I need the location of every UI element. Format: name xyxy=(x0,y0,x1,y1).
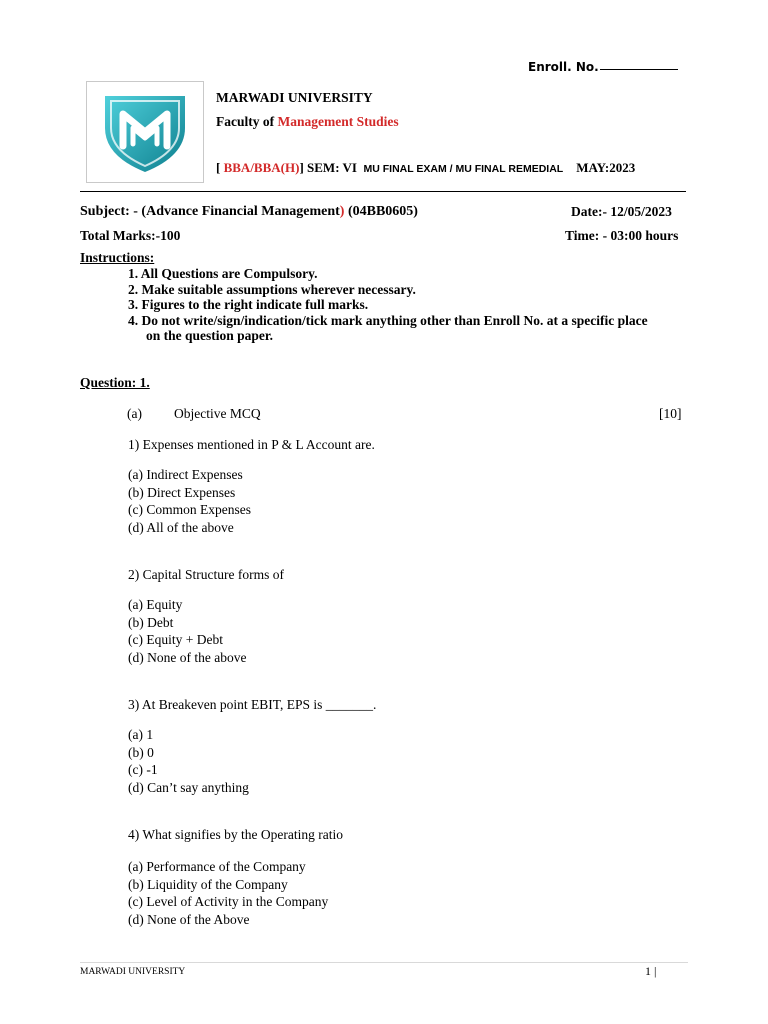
footer-university: MARWADI UNIVERSITY xyxy=(80,967,186,977)
shield-logo-icon xyxy=(99,88,191,176)
instruction-item-continued: on the question paper. xyxy=(146,328,274,344)
instruction-item: 4. Do not write/sign/indication/tick mark anything other than Enroll No. at a specific place xyxy=(128,312,648,328)
exam-time: Time: - 03:00 hours xyxy=(565,228,679,243)
header-divider xyxy=(80,191,686,192)
mcq-option: (a) Performance of the Company xyxy=(128,859,306,874)
mcq-option: (b) Debt xyxy=(128,614,174,630)
part-title: Objective MCQ xyxy=(174,406,261,421)
enroll-label: Enroll. No. xyxy=(528,60,599,74)
faculty-prefix: Faculty of xyxy=(216,114,275,129)
footer-divider xyxy=(80,962,688,963)
mcq-option: (d) None of the above xyxy=(128,650,247,666)
faculty-line xyxy=(216,114,399,130)
program-line xyxy=(216,160,635,176)
exam-session: MAY:2023 xyxy=(576,160,636,175)
program-name: BBA/BBA(H) xyxy=(223,160,300,175)
mcq-option: (d) All of the above xyxy=(128,520,234,536)
question-heading: Question: 1. xyxy=(80,375,150,390)
subject-name: Advance Financial Management xyxy=(146,204,340,219)
total-marks: Total Marks:-100 xyxy=(80,228,181,243)
program-bracket-open: [ xyxy=(216,160,221,175)
mcq-question: 4) What signifies by the Operating ratio xyxy=(128,827,343,842)
mcq-options xyxy=(128,596,246,667)
semester-value: VI xyxy=(342,160,357,175)
mcq-option: (b) Direct Expenses xyxy=(128,484,236,500)
subject-line xyxy=(80,204,418,220)
university-logo xyxy=(86,81,204,183)
mcq-option: (d) None of the Above xyxy=(128,912,250,928)
instructions-heading: Instructions: xyxy=(80,250,155,265)
mcq-options xyxy=(128,858,328,929)
mcq-option: (c) Common Expenses xyxy=(128,502,251,518)
enroll-number-field xyxy=(528,60,678,74)
mcq-option: (a) 1 xyxy=(128,727,154,742)
instruction-item: 3. Figures to the right indicate full marks. xyxy=(128,297,369,313)
university-name: MARWADI UNIVERSITY xyxy=(216,90,373,105)
mcq-question: 1) Expenses mentioned in P & L Account are. xyxy=(128,437,375,452)
enroll-blank-line xyxy=(600,69,678,70)
semester-label: SEM: xyxy=(307,160,340,175)
mcq-option: (c) Equity + Debt xyxy=(128,632,223,648)
mcq-option: (c) Level of Activity in the Company xyxy=(128,894,329,910)
faculty-name: Management Studies xyxy=(277,114,399,129)
part-letter: (a) xyxy=(127,406,142,421)
mcq-option: (b) Liquidity of the Company xyxy=(128,876,288,892)
exam-type: MU FINAL EXAM / MU FINAL REMEDIAL xyxy=(363,163,564,175)
mcq-question: 2) Capital Structure forms of xyxy=(128,567,284,582)
exam-date: Date:- 12/05/2023 xyxy=(571,204,672,219)
mcq-option: (a) Indirect Expenses xyxy=(128,467,243,482)
subject-code: (04BB0605) xyxy=(347,204,418,219)
program-bracket-close: ] xyxy=(299,160,304,175)
page-number: 1 | xyxy=(645,964,657,978)
subject-prefix: Subject: - ( xyxy=(80,204,147,219)
part-marks: [10] xyxy=(659,406,682,421)
mcq-option: (b) 0 xyxy=(128,744,154,760)
mcq-options xyxy=(128,726,249,797)
mcq-option: (a) Equity xyxy=(128,597,183,612)
instruction-item: 2. Make suitable assumptions wherever necessary. xyxy=(128,281,416,297)
mcq-option: (c) -1 xyxy=(128,762,158,778)
instruction-item: 1. All Questions are Compulsory. xyxy=(128,266,318,281)
mcq-options xyxy=(128,466,251,537)
subject-close: ) xyxy=(339,204,345,219)
mcq-option: (d) Can’t say anything xyxy=(128,780,249,796)
instructions-list xyxy=(128,266,688,344)
mcq-question: 3) At Breakeven point EBIT, EPS is _______. xyxy=(128,697,377,712)
